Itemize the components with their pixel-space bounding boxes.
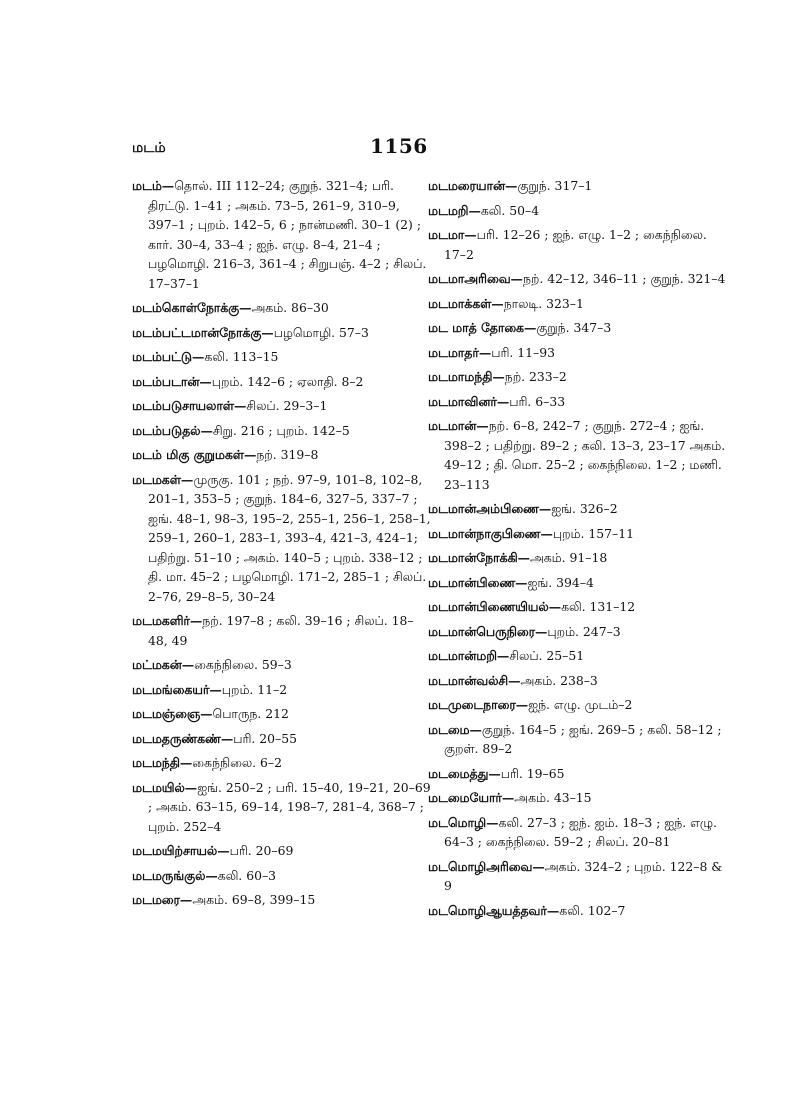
entry-headword: மடம்கொள்நோக்கு— bbox=[132, 300, 252, 315]
index-entry bbox=[132, 841, 432, 861]
index-entry bbox=[132, 470, 432, 607]
entry-references: அகம். 324–2 ; புறம். 122–8 & 9 bbox=[444, 858, 723, 893]
entry-headword: மடமான்பெருநிரை— bbox=[428, 623, 548, 639]
index-entry bbox=[428, 671, 728, 691]
index-entry bbox=[428, 788, 728, 808]
index-entry bbox=[132, 445, 432, 465]
entry-headword: மடம்படுதல்— bbox=[132, 422, 213, 438]
index-entry bbox=[132, 347, 432, 367]
entry-headword: மடமொழி— bbox=[428, 814, 499, 830]
entry-headword: மடமாமந்தி— bbox=[428, 369, 505, 384]
index-entry bbox=[428, 499, 728, 519]
index-entry bbox=[428, 720, 728, 759]
index-entry bbox=[132, 421, 432, 441]
entry-references: கலி. 113–15 bbox=[204, 349, 279, 364]
index-entry bbox=[428, 343, 728, 363]
entry-references: ஐங். 394–4 bbox=[527, 574, 594, 590]
entry-headword: மடம் மிகு குறுமகள்— bbox=[132, 447, 257, 462]
entry-references: நற். 42–12, 346–11 ; குறுந். 321–4 bbox=[522, 271, 726, 286]
entry-headword: மடமந்தி— bbox=[132, 755, 193, 770]
entry-headword: மடமறி— bbox=[428, 202, 481, 218]
index-entry bbox=[428, 597, 728, 617]
entry-references: குறுந். 317–1 bbox=[517, 178, 593, 193]
index-entry bbox=[132, 396, 432, 416]
index-entry bbox=[428, 857, 728, 896]
entry-headword: மடமயில்— bbox=[132, 779, 198, 795]
entry-headword: மடமதருண்கண்— bbox=[132, 730, 234, 746]
entry-references: அகம். 69–8, 399–15 bbox=[192, 892, 316, 907]
entry-headword: மடமான்மறி— bbox=[428, 648, 510, 663]
entry-headword: மடமஞ்ஞை— bbox=[132, 706, 213, 721]
entry-headword: மடமரை— bbox=[132, 892, 193, 907]
entry-headword: மடமருங்குல்— bbox=[132, 867, 218, 883]
running-head: மடம் bbox=[132, 140, 166, 156]
index-entry bbox=[132, 890, 432, 910]
entry-references: நாலடி. 323–1 bbox=[503, 295, 584, 311]
index-entry bbox=[132, 323, 432, 343]
index-entry bbox=[428, 901, 728, 921]
entry-headword: மடம்படான்— bbox=[132, 373, 212, 389]
index-entry bbox=[132, 176, 432, 293]
entry-references: சிறு. 216 ; புறம். 142–5 bbox=[212, 422, 350, 438]
entry-headword: மடமாதர்— bbox=[428, 344, 492, 360]
entry-headword: மடம்பட்டமான்நோக்கு— bbox=[132, 324, 274, 340]
entry-references: நற். 6–8, 242–7 ; குறுந். 272–4 ; ஐங். 398–2 ; பதிற்று. 89–2 ; கலி. 13–3, 23–17 அகம். 49–12 ; தி. மொ. 25–2 ; கைந்நிலை. 1–2 ; மணி. 23–113 bbox=[444, 418, 726, 492]
entry-headword: மடமரையான்— bbox=[428, 178, 518, 193]
entry-references: பரி. 11–93 bbox=[491, 344, 555, 360]
entry-headword: மடம்படுசாயலாள்— bbox=[132, 398, 247, 413]
entry-headword: மடமொழிஅரிவை— bbox=[428, 858, 545, 874]
entry-headword: மடமான்அம்பிணை— bbox=[428, 501, 552, 516]
entry-references: அகம். 86–30 bbox=[251, 300, 329, 315]
page-number: 1156 bbox=[370, 134, 428, 158]
entry-references: நற். 233–2 bbox=[504, 369, 567, 384]
index-entry bbox=[132, 778, 432, 837]
entry-references: புறம். 142–6 ; ஏலாதி. 8–2 bbox=[211, 373, 364, 389]
entry-headword: மடமான்பிணை— bbox=[428, 574, 528, 590]
entry-headword: மடமாக்கள்— bbox=[428, 295, 504, 311]
index-entry bbox=[132, 655, 432, 675]
index-entry bbox=[132, 729, 432, 749]
index-entry bbox=[428, 622, 728, 642]
entry-references: கைந்நிலை. 59–3 bbox=[194, 657, 292, 672]
index-entry bbox=[132, 611, 432, 650]
entry-headword: மடமகளிர்— bbox=[132, 613, 203, 628]
index-entry bbox=[428, 573, 728, 593]
index-entry bbox=[428, 524, 728, 544]
index-entry bbox=[428, 548, 728, 568]
entry-headword: மடமான்வல்சி— bbox=[428, 672, 521, 688]
index-entry bbox=[428, 695, 728, 715]
entry-headword: மடமை— bbox=[428, 721, 482, 737]
entry-headword: மடம்பட்டு— bbox=[132, 349, 205, 364]
entry-headword: மடமங்கையர்— bbox=[132, 681, 222, 697]
entry-references: புறம். 11–2 bbox=[221, 681, 288, 697]
entry-references: கலி. 102–7 bbox=[559, 902, 626, 918]
index-entry bbox=[132, 866, 432, 886]
index-entry bbox=[428, 416, 728, 494]
index-entry bbox=[428, 201, 728, 221]
entry-references: கலி. 27–3 ; ஐந். ஐம். 18–3 ; ஐந். எழு. 64–3 ; கைந்நிலை. 59–2 ; சிலப். 20–81 bbox=[444, 814, 717, 849]
entry-headword: மடமாஅரிவை— bbox=[428, 271, 523, 286]
index-entry bbox=[132, 753, 432, 773]
index-entry bbox=[428, 764, 728, 784]
entry-references: புறம். 157–11 bbox=[552, 525, 634, 541]
entry-references: ஐங். 250–2 ; பரி. 15–40, 19–21, 20–69 ; அகம். 63–15, 69–14, 198–7, 281–4, 368–7 ; புறம். 252–4 bbox=[148, 779, 431, 834]
left-column bbox=[132, 176, 432, 915]
entry-headword: மடமைத்து— bbox=[428, 765, 501, 781]
entry-references: சிலப். 25–51 bbox=[509, 648, 585, 663]
index-entry bbox=[428, 367, 728, 387]
entry-headword: மடமான்— bbox=[428, 418, 489, 433]
entry-headword: மடமொழிஆயத்தவர்— bbox=[428, 902, 560, 918]
entry-headword: மடமான்நாகுபிணை— bbox=[428, 525, 553, 541]
right-column bbox=[428, 176, 728, 925]
entry-references: குறுந். 347–3 bbox=[536, 320, 612, 335]
entry-references: கைந்நிலை. 6–2 bbox=[192, 755, 283, 770]
entry-references: பரி. 19–65 bbox=[500, 765, 565, 781]
entry-headword: மடமகள்— bbox=[132, 471, 194, 487]
entry-references: கலி. 50–4 bbox=[480, 202, 540, 218]
entry-headword: மடமயிற்சாயல்— bbox=[132, 843, 230, 858]
entry-references: பரி. 6–33 bbox=[509, 393, 566, 409]
index-entry bbox=[132, 298, 432, 318]
entry-references: ஐங். 326–2 bbox=[551, 501, 618, 516]
index-entry bbox=[428, 813, 728, 852]
entry-references: பரி. 12–26 ; ஐந். எழு. 1–2 ; கைந்நிலை. 17–2 bbox=[444, 227, 707, 262]
entry-headword: மடமாவினர்— bbox=[428, 393, 510, 409]
index-entry bbox=[428, 392, 728, 412]
entry-headword: மட்மகன்— bbox=[132, 657, 195, 672]
index-entry bbox=[428, 225, 728, 264]
entry-references: அகம். 238–3 bbox=[520, 672, 598, 688]
entry-references: சிலப். 29–3–1 bbox=[246, 398, 328, 413]
index-entry bbox=[132, 680, 432, 700]
index-entry bbox=[428, 269, 728, 289]
entry-references: தொல். III 112–24; குறுந். 321–4; பரி. திரட்டு. 1–41 ; அகம். 73–5, 261–9, 310–9, 397–1 ; புறம். 142–5, 6 ; நான்மணி. 30–1 (2) ; கார். 30–4, 33–4 ; ஐந். எழு. 8–4, 21–4 ; பழமொழி. 216–3, 361–4 ; சிறுபஞ். 4–2 ; சிலப். 17–37–1 bbox=[148, 178, 427, 291]
entry-references: நற். 197–8 ; கலி. 39–16 ; சிலப். 18–48, 49 bbox=[148, 613, 414, 648]
entry-headword: மடமான்பிணையியல்— bbox=[428, 599, 562, 614]
entry-references: பரி. 20–69 bbox=[229, 843, 294, 858]
entry-references: புறம். 247–3 bbox=[547, 623, 621, 639]
entry-references: அகம். 91–18 bbox=[529, 550, 608, 565]
entry-references: பழமொழி. 57–3 bbox=[273, 324, 369, 340]
entry-references: நற். 319–8 bbox=[256, 447, 319, 462]
index-entry bbox=[132, 372, 432, 392]
index-entry bbox=[132, 704, 432, 724]
entry-references: குறுந். 164–5 ; ஐங். 269–5 ; கலி. 58–12 ; குறள். 89–2 bbox=[444, 721, 722, 756]
entry-references: முருகு. 101 ; நற். 97–9, 101–8, 102–8, 201–1, 353–5 ; குறுந். 184–6, 327–5, 337–7 ; ஐங். 48–1, 98–3, 195–2, 255–1, 256–1, 258–1, 259–1, 260–1, 283–1, 393–4, 421–3, 424–1; பதிற்று. 51–10 ; அகம். 140–5 ; புறம். 338–12 ; தி. மா. 45–2 ; பழமொழி. 171–2, 285–1 ; சிலப். 2–76, 29–8–5, 30–24 bbox=[148, 471, 431, 604]
entry-references: கலி. 60–3 bbox=[217, 867, 277, 883]
entry-headword: மடமா— bbox=[428, 227, 477, 242]
entry-headword: மடமையோர்— bbox=[428, 790, 515, 805]
entry-headword: மடமுடைநாரை— bbox=[428, 697, 529, 712]
entry-references: அகம். 43–15 bbox=[514, 790, 592, 805]
entry-references: ஐந். எழு. முடம்–2 bbox=[528, 697, 633, 712]
entry-references: கலி. 131–12 bbox=[561, 599, 636, 614]
entry-references: பொருந. 212 bbox=[212, 706, 289, 721]
entry-headword: மட மாத் தோகை— bbox=[428, 320, 537, 335]
entry-references: பரி. 20–55 bbox=[233, 730, 297, 746]
entry-headword: மடமான்நோக்கி— bbox=[428, 550, 530, 565]
entry-headword: மடம்— bbox=[132, 178, 175, 193]
index-entry bbox=[428, 646, 728, 666]
index-entry bbox=[428, 318, 728, 338]
index-entry bbox=[428, 176, 728, 196]
index-entry bbox=[428, 294, 728, 314]
